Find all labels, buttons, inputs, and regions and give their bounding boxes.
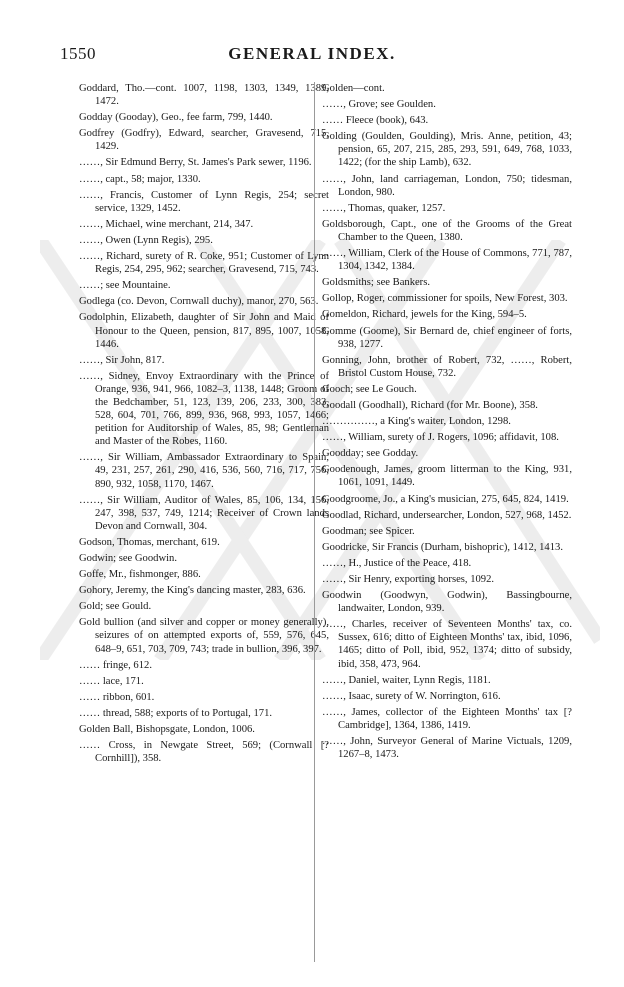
- index-entry: ……, Sir John, 817.: [79, 354, 165, 366]
- index-entry: ……, Sir Edmund Berry, St. James's Park sewer, 1196.: [79, 157, 312, 169]
- index-entry: Goddard, Tho.—cont. 1007, 1198, 1303, 1349, 1389, 1472.: [79, 83, 329, 108]
- index-entry: ……; see Mountaine.: [79, 280, 171, 292]
- index-entry: …… fringe, 612.: [79, 659, 152, 671]
- index-entry: Goodricke, Sir Francis (Durham, bishopric), 1412, 1413.: [322, 541, 563, 553]
- index-entry: ……, John, Surveyor General of Marine Victuals, 1209, 1267–8, 1473.: [322, 736, 572, 761]
- index-entry: Golden—cont.: [322, 83, 385, 94]
- index-entry: Godolphin, Elizabeth, daughter of Sir John and Maid of Honour to the Queen, pension, 817, 895, 1007, 1058, 1446.: [79, 312, 329, 350]
- index-entry: ……, Sidney, Envoy Extraordinary with the Prince of Orange, 936, 941, 966, 1082–3, 1138, 1448; Groom of the Bedchamber, 51, 123, 139, 206, 233, 300, 383, 528, 604, 701, 766, 899, 936, 968, 993, 1057, 1466; petition for Auditorship of Wales, 85, 98; Gentleman and Master of the Robes, 1160.: [79, 370, 329, 448]
- index-entry: Goodday; see Godday.: [322, 448, 419, 460]
- index-entry: Goodwin (Goodwyn, Godwin), Bassingbourne, landwaiter, London, 939.: [322, 590, 572, 615]
- index-entry: Goodenough, James, groom litterman to the King, 931, 1061, 1091, 1449.: [322, 464, 572, 489]
- index-entry: ……, Sir William, Ambassador Extraordinary to Spain, 49, 231, 257, 261, 290, 416, 536, 560, 716, 717, 756, 890, 932, 1058, 1170, 1467.: [79, 452, 329, 490]
- index-entry: …… Cross, in Newgate Street, 569; (Cornwall [? Cornhill]), 358.: [79, 740, 329, 765]
- index-entry: …… lace, 171.: [79, 675, 144, 687]
- index-entry: Gonning, John, brother of Robert, 732, ……, Robert, Bristol Custom House, 732.: [322, 354, 572, 379]
- index-entry: Golding (Goulden, Goulding), Mris. Anne, petition, 43; pension, 65, 207, 215, 285, 293, 591, 649, 768, 1033, 1422; (for the ship Lamb), 632.: [322, 131, 572, 169]
- index-entry: Goodall (Goodhall), Richard (for Mr. Boone), 358.: [322, 399, 538, 411]
- index-entry: Gooch; see Le Gouch.: [322, 383, 417, 395]
- index-entry: Godwin; see Goodwin.: [79, 553, 177, 564]
- index-entry: Gold bullion (and silver and copper or money generally), seizures of on attempted exports of, 559, 576, 645, 648–9, 651, 703, 709, 743; trade in bullion, 396, 397.: [79, 617, 329, 655]
- column-divider: [314, 82, 315, 962]
- index-entry: ……, Owen (Lynn Regis), 295.: [79, 234, 213, 246]
- index-entry: Goldsmiths; see Bankers.: [322, 277, 430, 289]
- index-entry: ……, James, collector of the Eighteen Months' tax [? Cambridge], 1364, 1386, 1419.: [322, 706, 572, 731]
- index-entry: Goodgroome, Jo., a King's musician, 275, 645, 824, 1419.: [322, 493, 569, 505]
- index-entry: …… ribbon, 601.: [79, 691, 155, 703]
- index-entry: ……, Sir William, Auditor of Wales, 85, 106, 134, 156, 247, 398, 537, 749, 1214; Receiver of Crown lands Devon and Cornwall, 304.: [79, 494, 329, 532]
- index-entry: Godday (Gooday), Geo., fee farm, 799, 1440.: [79, 112, 273, 124]
- index-entry: Gomme (Goome), Sir Bernard de, chief engineer of forts, 938, 1277.: [322, 325, 572, 350]
- index-entry: Gomeldon, Richard, jewels for the King, 594–5.: [322, 309, 527, 321]
- index-entry: Goldsborough, Capt., one of the Grooms of the Great Chamber to the Queen, 1380.: [322, 218, 572, 243]
- index-entry: Godson, Thomas, merchant, 619.: [79, 536, 220, 548]
- index-entry: ……, Isaac, surety of W. Norrington, 616.: [322, 690, 501, 702]
- index-entry: ……, Thomas, quaker, 1257.: [322, 202, 446, 214]
- index-entry: Goodlad, Richard, undersearcher, London, 527, 968, 1452.: [322, 509, 572, 521]
- page-title: GENERAL INDEX.: [228, 44, 396, 63]
- index-column-left: [79, 82, 329, 768]
- index-entry: ……, Richard, surety of R. Coke, 951; Customer of Lynn Regis, 254, 295, 962; searcher, Gravesend, 715, 743.: [79, 251, 329, 276]
- index-entry: ……, Charles, receiver of Seventeen Months' tax, co. Sussex, 616; ditto of Eighteen Months' tax, ibid, 1096, 1465; ditto of Poll, ibid, 952, 1374; ditto of subsidy, ibid, 358, 473, 964.: [322, 619, 572, 670]
- page-number: 1550: [60, 44, 96, 63]
- index-entry: …… Fleece (book), 643.: [322, 115, 429, 127]
- index-entry: ……, Michael, wine merchant, 214, 347.: [79, 218, 254, 230]
- index-entry: ……, Grove; see Goulden.: [322, 99, 436, 111]
- index-entry: Godlega (co. Devon, Cornwall duchy), manor, 270, 563.: [79, 296, 319, 308]
- index-entry: Gohory, Jeremy, the King's dancing master, 283, 636.: [79, 585, 306, 597]
- index-entry: ……, capt., 58; major, 1330.: [79, 173, 201, 185]
- index-entry: ……, Daniel, waiter, Lynn Regis, 1181.: [322, 674, 491, 686]
- index-entry: Golden Ball, Bishopsgate, London, 1006.: [79, 724, 255, 736]
- index-entry: Godfrey (Godfry), Edward, searcher, Gravesend, 715, 1429.: [79, 128, 329, 153]
- index-entry: ……, William, Clerk of the House of Commons, 771, 787, 1304, 1342, 1384.: [322, 248, 572, 273]
- index-entry: ……, Sir Henry, exporting horses, 1092.: [322, 574, 495, 585]
- index-entry: Goffe, Mr., fishmonger, 886.: [79, 569, 201, 581]
- index-column-right: [322, 82, 572, 764]
- index-entry: Goodman; see Spicer.: [322, 525, 415, 537]
- index-entry: ……, John, land carriageman, London, 750; tidesman, London, 980.: [322, 173, 572, 198]
- index-entry: Gollop, Roger, commissioner for spoils, New Forest, 303.: [322, 293, 568, 305]
- index-entry: ……, William, surety of J. Rogers, 1096; affidavit, 108.: [322, 432, 559, 444]
- index-entry: ……………, a King's waiter, London, 1298.: [322, 416, 511, 428]
- index-entry: …… thread, 588; exports of to Portugal, 171.: [79, 707, 273, 719]
- index-entry: ……, Francis, Customer of Lynn Regis, 254; secret service, 1329, 1452.: [79, 189, 329, 214]
- index-entry: ……, H., Justice of the Peace, 418.: [322, 557, 472, 569]
- index-entry: Gold; see Gould.: [79, 601, 152, 613]
